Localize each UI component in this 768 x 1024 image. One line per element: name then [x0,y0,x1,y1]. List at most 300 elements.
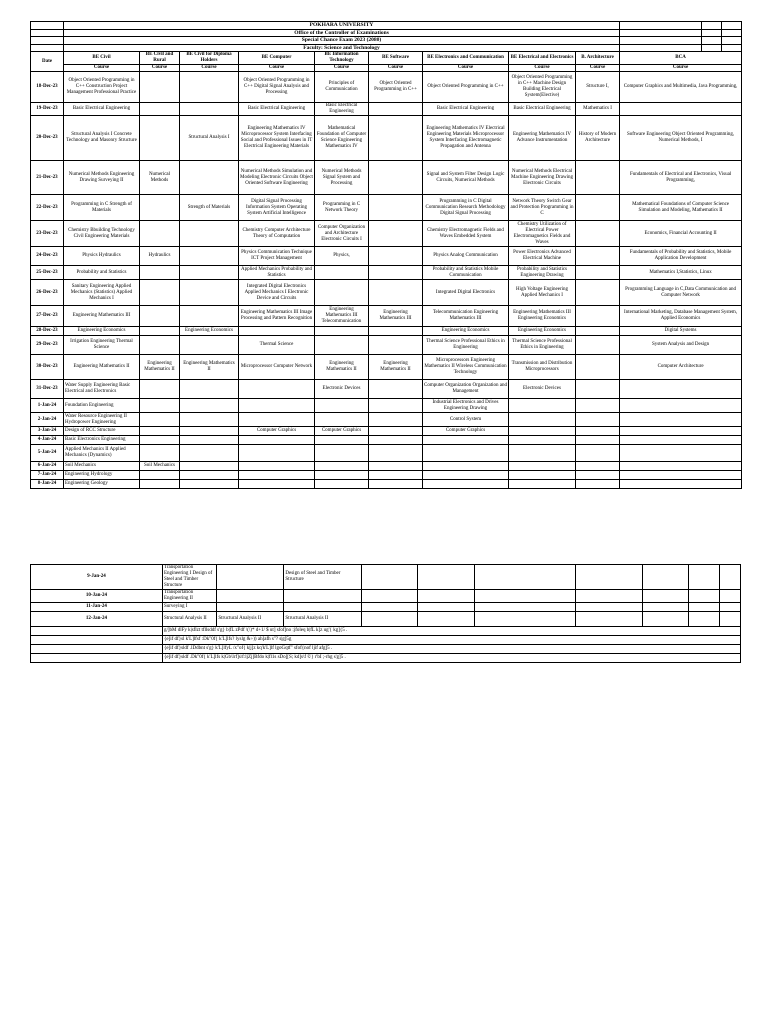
course-label: Course [140,65,180,72]
course-cell: Numerical Methods Engineering Drawing Surveying II [64,161,140,195]
empty-cell [722,37,742,45]
course-cell [180,445,239,462]
empty-cell [620,29,702,37]
course-cell [369,399,423,413]
course-cell [239,380,315,399]
course-cell [620,427,742,436]
course-cell: Thermal Science Professional Ethics in Engineering [423,336,509,355]
course-cell [369,380,423,399]
table-row [31,565,741,590]
university-name: POKHARA UNIVERSITY [64,22,620,30]
course-cell [576,195,620,221]
course-cell: Economics, Financial Accounting II [620,221,742,247]
program-header: BE Information Technology [315,52,369,65]
course-cell: Numerical Methods Electrical Machine Engineering Drawing Electronic Circuits [509,161,576,195]
course-cell: Computer Organization Organization and Management [423,380,509,399]
row-date: 1-Jan-24 [31,399,64,413]
row-date: 5-Jan-24 [31,445,64,462]
table-row [31,306,742,327]
course-cell [423,436,509,445]
course-cell [369,280,423,306]
course-cell [140,427,180,436]
course-cell [620,462,742,471]
course-cell [509,413,576,427]
course-cell: Probability and Statistics [64,266,140,280]
course-cell: Basic Electrical Engineering [423,103,509,116]
course-cell: Object Oriented Programming in C++ [369,72,423,103]
course-cell [369,327,423,336]
course-cell [369,116,423,161]
row-date: 7-Jan-24 [31,471,64,480]
course-cell: Chemistry Electromagnetic Fields and Waves Embedded System [423,221,509,247]
course-cell [576,336,620,355]
course-cell [180,280,239,306]
course-cell: Engineering Mathematics IV Advance Instrumentation [509,116,576,161]
row-date: 25-Dec-23 [31,266,64,280]
empty-cell [702,29,722,37]
course-cell [576,471,620,480]
course-cell [575,612,642,627]
course-cell: Hydraulics [140,247,180,266]
empty-cell [702,44,722,52]
course-cell [315,462,369,471]
course-label: Course [509,65,576,72]
course-cell [369,471,423,480]
course-cell: Engineering Mathematics III Telecommunication [315,306,369,327]
empty-cell [31,636,163,645]
table-row [31,336,742,355]
course-cell: High Voltage Engineering Applied Mechanics I [509,280,576,306]
course-cell [369,266,423,280]
course-cell: Structure I, [576,72,620,103]
course-cell [284,590,361,603]
course-cell [576,480,620,489]
course-cell [576,327,620,336]
course-cell: Physics Hydraulics [64,247,140,266]
course-cell [423,480,509,489]
course-cell: Basic Electrical Engineering [64,103,140,116]
course-cell [239,471,315,480]
course-label: Course [64,65,140,72]
course-cell [369,247,423,266]
course-cell [418,590,475,603]
course-cell [140,480,180,489]
table-row [31,355,742,380]
empty-cell [620,37,702,45]
course-cell [361,603,418,612]
table-row [31,72,742,103]
course-cell: Object Oriented Programming in C++ Construction Project Management Professional Practice [64,72,140,103]
course-cell [642,590,688,603]
course-cell: Principles of Communication [315,72,369,103]
course-cell [369,336,423,355]
course-cell: Object Oriented Programming in C++ [423,72,509,103]
course-label: Course [180,65,239,72]
course-cell [576,427,620,436]
course-cell: Design of Steel and Timber Structure [284,565,361,590]
course-cell: Programming in C Network Theory [315,195,369,221]
course-cell [620,103,742,116]
row-date: 31-Dec-23 [31,380,64,399]
course-cell: Industrial Electronics and Drives Engineering Drawing [423,399,509,413]
table-row [31,436,742,445]
course-cell [576,266,620,280]
course-cell [140,103,180,116]
course-cell: Digital Systems [620,327,742,336]
row-date: 26-Dec-23 [31,280,64,306]
course-cell [576,280,620,306]
course-cell: Sanitary Engineering Applied Mechanics (Statistics) Applied Mechanics I [64,280,140,306]
course-cell [284,603,361,612]
course-cell [180,247,239,266]
row-date: 21-Dec-23 [31,161,64,195]
course-cell: International Marketing, Database Management System, Applied Economics [620,306,742,327]
course-label: Course [620,65,742,72]
date-header: Date [31,52,64,72]
course-cell: Engineering Economics [64,327,140,336]
course-cell: Engineering Mathematics II [180,355,239,380]
row-date: 29-Dec-23 [31,336,64,355]
course-label: Course [239,65,315,72]
course-cell [620,436,742,445]
course-cell [369,480,423,489]
course-cell: Physics Analog Communication [423,247,509,266]
course-cell [474,603,575,612]
course-cell [361,590,418,603]
empty-cell [722,29,742,37]
course-cell: Mathematical Foundation of Computer Science Engineering Mathematics IV [315,116,369,161]
course-cell [576,462,620,471]
course-cell [369,427,423,436]
note-line: g/]bM dlFy k|sflzt tfllsddf s'g} b|fL zPdf \(\)* d+1/ $ ut] sfof]no :jfoleq b|fL k]z ug'{ kg]{5 . [162,627,740,636]
course-cell [418,603,475,612]
exam-schedule-table-continued [30,564,741,663]
course-cell: Fundamentals of Electrical and Electronics, Visual Programming, [620,161,742,195]
course-cell [509,436,576,445]
course-cell [315,280,369,306]
course-cell: Engineering Mathematics III [64,306,140,327]
course-cell: Structural Analysis II [217,612,284,627]
course-cell [140,380,180,399]
course-cell: Thermal Science Professional Ethics in Engineering [509,336,576,355]
course-cell [509,462,576,471]
course-cell [576,221,620,247]
course-cell [217,590,284,603]
course-cell: Numerical Methods Simulation and Modeling Electronic Circuits Object Oriented Software Engineering [239,161,315,195]
course-cell: Structural Analysis I [180,116,239,161]
course-cell [423,445,509,462]
row-date: 12-Jan-24 [31,612,163,627]
course-cell [140,280,180,306]
course-cell [180,413,239,427]
course-cell [620,480,742,489]
program-header: BE Civil for Diploma Holders [180,52,239,65]
course-cell [361,565,418,590]
course-cell [576,306,620,327]
course-cell: Engineering Mathematics III Engineering Economics [509,306,576,327]
course-cell: Design of RCC Structure [64,427,140,436]
course-cell [688,590,719,603]
table-row [31,603,741,612]
course-cell [642,603,688,612]
course-cell: Probability and Statistics Mobile Communication [423,266,509,280]
course-cell [180,471,239,480]
course-cell [620,445,742,462]
course-cell: System Analysis and Design [620,336,742,355]
course-cell [509,480,576,489]
empty-cell [702,22,722,30]
course-cell [576,380,620,399]
row-date: 18-Dec-23 [31,72,64,103]
course-cell [315,266,369,280]
course-cell: Electronic Devices [315,380,369,399]
course-cell [509,471,576,480]
course-cell [509,399,576,413]
course-cell [369,103,423,116]
course-cell: Structural Analysis II [284,612,361,627]
row-date: 19-Dec-23 [31,103,64,116]
course-cell: Power Electronics Advanced Electrical Machine [509,247,576,266]
course-cell: Telecommunication Engineering Mathematics III [423,306,509,327]
course-cell [620,399,742,413]
course-cell [239,327,315,336]
course-cell [315,336,369,355]
course-cell [180,306,239,327]
course-cell: Chemistry Computer Architecture Theory of Computation [239,221,315,247]
empty-cell [31,645,163,654]
program-header: BE Civil [64,52,140,65]
table-row [31,161,742,195]
course-cell: Mathematical Foundations of Computer Science Simulation and Modeling, Mathematics II [620,195,742,221]
course-cell: Integrated Digital Electronics Applied Mechanics I Electronic Device and Circuits [239,280,315,306]
row-date: 6-Jan-24 [31,462,64,471]
course-cell: Network Theory Switch Gear and Protection Programming in C [509,195,576,221]
course-cell [642,612,688,627]
row-date: 20-Dec-23 [31,116,64,161]
course-cell [361,612,418,627]
course-cell: Transportation Engineering II [162,590,216,603]
course-label: Course [315,65,369,72]
table-row [31,445,742,462]
table-row [31,427,742,436]
course-cell [140,306,180,327]
course-cell [474,590,575,603]
course-cell: Structural Analysis I Concrete Technology and Masonry Structure [64,116,140,161]
course-cell [180,266,239,280]
program-header: BE Civil and Rural [140,52,180,65]
course-cell [369,221,423,247]
course-cell: Mathematics I,Statistics, Linux [620,266,742,280]
course-cell [180,427,239,436]
course-cell [575,590,642,603]
course-cell: History of Modern Architecture [576,116,620,161]
course-cell [719,565,740,590]
empty-cell [31,29,64,37]
course-cell [239,399,315,413]
course-cell [719,603,740,612]
row-date: 24-Dec-23 [31,247,64,266]
course-cell [576,445,620,462]
course-cell [180,72,239,103]
program-header: BE Electronics and Communication [423,52,509,65]
row-date: 8-Jan-24 [31,480,64,489]
course-cell [140,116,180,161]
empty-cell [620,44,702,52]
course-cell [418,612,475,627]
course-cell: Signal and System Filter Design Logic Circuits, Numerical Methods [423,161,509,195]
course-cell: Chemistry Utilization of Electrical Power Electromagnetics Fields and Waves [509,221,576,247]
course-cell: Microprocessor Computer Network [239,355,315,380]
course-cell [140,266,180,280]
course-cell [418,565,475,590]
table-row [31,462,742,471]
course-cell [239,413,315,427]
course-cell [688,565,719,590]
course-cell: Programming in C Strength of Materials [64,195,140,221]
course-label: Course [423,65,509,72]
row-date: 4-Jan-24 [31,436,64,445]
course-cell [140,399,180,413]
course-cell: Engineering Mathematics II [64,355,140,380]
program-header: BE Software [369,52,423,65]
row-date: 3-Jan-24 [31,427,64,436]
course-cell: Strength of Materials [180,195,239,221]
course-cell [239,436,315,445]
course-cell: Foundation Engineering [64,399,140,413]
table-row [31,195,742,221]
course-cell: Programming Language in C,Data Communication and Computer Network [620,280,742,306]
note-line: {e]if df}sldf .Dk"0f{ k'L]lfs k|Gb\lrf]s\f:ljZj]Bfdo k|fl1s sDo][S; kd]s\f ©} r'bI ;-rhg s'g]5 . [162,654,740,663]
course-cell: Physics Communication Technique ICT Project Management [239,247,315,266]
course-cell [315,471,369,480]
program-header: BCA [620,52,742,65]
course-cell [576,247,620,266]
course-cell [369,462,423,471]
course-cell: Soil Mechanics [140,462,180,471]
row-date: 22-Dec-23 [31,195,64,221]
table-row [31,221,742,247]
course-cell [719,612,740,627]
course-cell [140,336,180,355]
course-cell: Engineering Mathematics III Image Processing and Pattern Recognition [239,306,315,327]
course-cell: Engineering Mathematics II [140,355,180,380]
course-cell [576,355,620,380]
course-cell [688,603,719,612]
course-cell: Basic Electronics Engineering [64,436,140,445]
course-cell: Object Oriented Programming in C++ Machine Design Building Electrical System(Elective) [509,72,576,103]
course-cell: Numerical Methods [140,161,180,195]
course-cell: Engineering Economics [509,327,576,336]
course-cell [315,327,369,336]
course-cell: Engineering Economics [423,327,509,336]
course-cell [509,445,576,462]
course-label: Course [369,65,423,72]
course-cell [180,221,239,247]
course-cell: Fundamentals of Probability and Statistics, Mobile Application Development [620,247,742,266]
course-cell [140,413,180,427]
course-cell: Water Supply Engineering Basic Electrical and Electronics [64,380,140,399]
course-cell: Probability and Statistics Engineering Drawing [509,266,576,280]
course-cell: Soil Mechanics [64,462,140,471]
row-date: 27-Dec-23 [31,306,64,327]
course-cell [315,445,369,462]
empty-cell [31,37,64,45]
course-cell [620,471,742,480]
note-line: {e]if df}sl k'L]lfsf :Dk"0f{ k'L]lfs? lyslg &÷)) ah]afh s"? s|g]5g [162,636,740,645]
course-cell: Irrigation Engineering Thermal Science [64,336,140,355]
row-date: 30-Dec-23 [31,355,64,380]
course-cell: Physics, [315,247,369,266]
course-cell: Engineering Geology [64,480,140,489]
course-cell [180,103,239,116]
course-cell: Engineering Mathematics IV Electrical Engineering Materials Microprocessor System Interfacing Electromagnetic Propagation and Antenna [423,116,509,161]
table-row [31,116,742,161]
course-cell [369,413,423,427]
course-cell: Engineering Mathematics III [369,306,423,327]
course-cell: Engineering Economics [180,327,239,336]
exam-title: Special Chance Exam 2023 (2080) [64,37,620,45]
table-row [31,399,742,413]
course-cell [575,603,642,612]
course-cell: Surveying I [162,603,216,612]
course-cell: Structural Analysis II [162,612,216,627]
empty-cell [722,22,742,30]
course-cell: Mathematics I [576,103,620,116]
course-cell [140,436,180,445]
course-cell: Engineering Hydrology [64,471,140,480]
program-header: BE Computer [239,52,315,65]
course-cell [217,603,284,612]
row-date: 2-Jan-24 [31,413,64,427]
course-label: Course [576,65,620,72]
program-header: B. Architecture [576,52,620,65]
office-name: Office of the Controller of Examinations [64,29,620,37]
course-cell [140,327,180,336]
course-cell [369,445,423,462]
course-cell [688,612,719,627]
course-cell [369,436,423,445]
course-cell [576,436,620,445]
course-cell: Computer Architecture [620,355,742,380]
course-cell [180,380,239,399]
course-cell: Computer Graphics and Multimedia, Java Programming, [620,72,742,103]
course-cell: Software Engineering Object Oriented Programming, Numerical Methods, I [620,116,742,161]
course-cell: Basic Electrical Engineering [315,103,369,116]
course-cell: Engineering Mathematics II [315,355,369,380]
faculty-name: Faculty: Science and Technology [64,44,620,52]
table-row [31,247,742,266]
course-cell: Computer Graphics [315,427,369,436]
course-cell [180,161,239,195]
course-cell: Chemistry Bbuilding Technology Civil Engineering Materials [64,221,140,247]
empty-cell [31,44,64,52]
course-cell: Microprocessors Engineering Mathematics II Wireless Communication Technology [423,355,509,380]
course-cell [239,462,315,471]
course-cell [576,413,620,427]
row-date: 9-Jan-24 [31,565,163,590]
course-cell: Programming in C Digital Communication Research Methodology Digital Signal Processing [423,195,509,221]
course-cell [180,336,239,355]
table-row [31,103,742,116]
course-cell: Engineering Mathematics II [369,355,423,380]
course-cell [474,565,575,590]
course-cell: Digital Signal Processing Information System Operating System Artificial Intelligence [239,195,315,221]
empty-cell [702,37,722,45]
course-cell: Object Oriented Programming in C++ Digital Signal Analysis and Processing [239,72,315,103]
course-cell [620,380,742,399]
table-row [31,266,742,280]
table-row [31,327,742,336]
